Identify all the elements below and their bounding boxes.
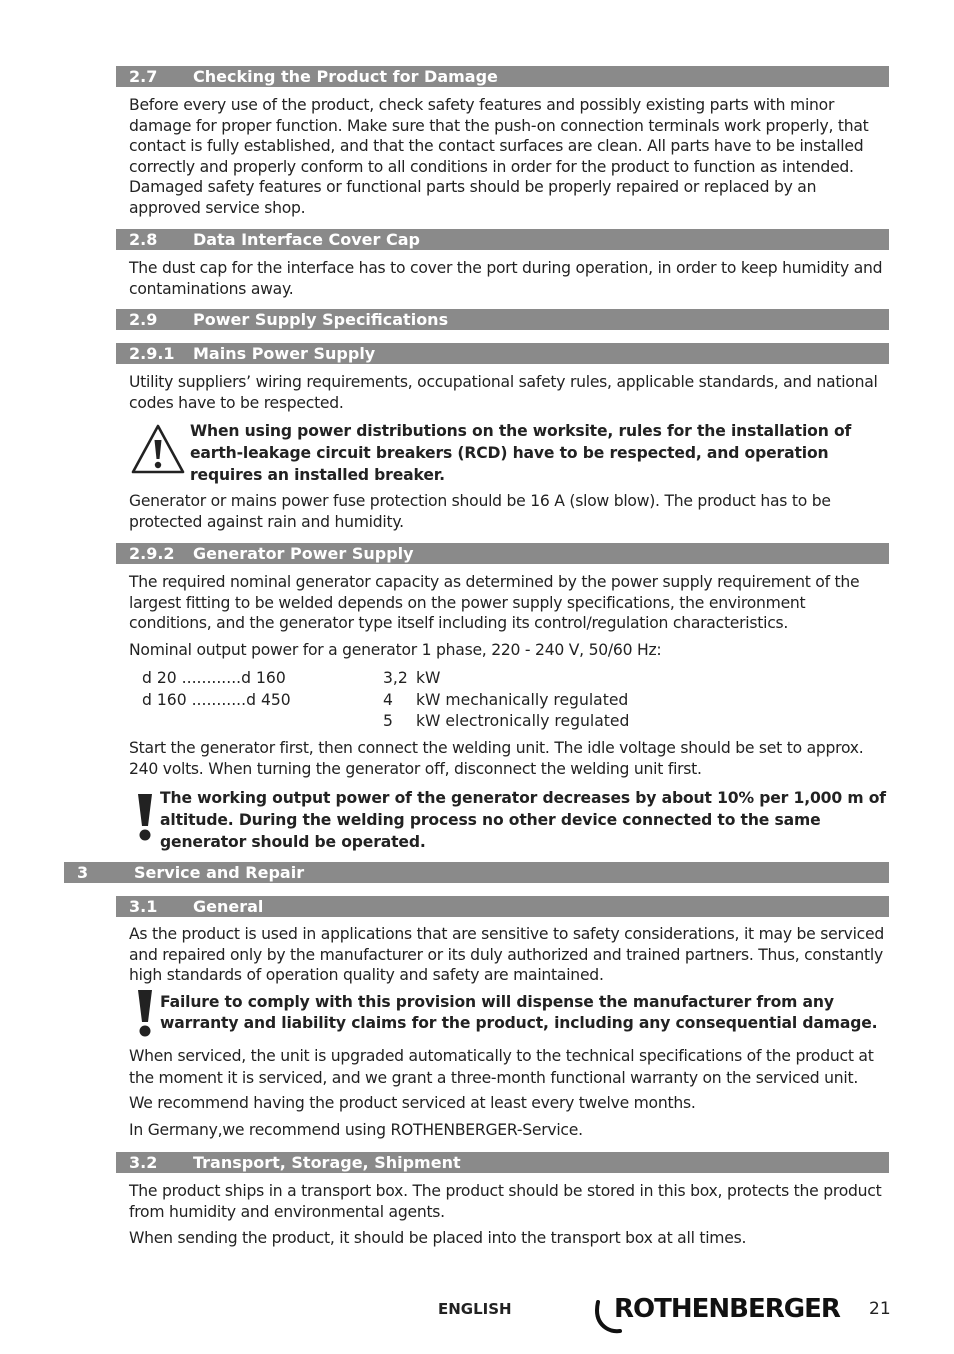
section-number: 2.9 xyxy=(129,310,158,329)
section-header-2-8 xyxy=(116,229,889,250)
section-header-2-9-1 xyxy=(116,343,889,364)
table-row-unit: kW electronically regulated xyxy=(416,712,630,730)
section-header-3-2 xyxy=(116,1152,889,1173)
paragraph: Nominal output power for a generator 1 phase, 220 - 240 V, 50/60 Hz: xyxy=(129,641,662,659)
warning-text: When using power distributions on the worksite, rules for the installation of earth-leakage circuit breakers (RCD) have to be respected, and operation requires an installed breaker. xyxy=(190,422,852,484)
section-title: Checking the Product for Damage xyxy=(193,67,498,86)
note-text: The working output power of the generator decreases by about 10% per 1,000 m of altitude. During the welding process no other device connected to the same generator should be operated. xyxy=(160,789,886,851)
section-title: General xyxy=(193,897,264,916)
section-title: Generator Power Supply xyxy=(193,544,414,563)
section-number: 3 xyxy=(77,863,89,882)
paragraph: When serviced, the unit is upgraded automatically to the technical specifications of the product at the moment it is serviced, and we grant a three-month functional warranty on the serviced unit. xyxy=(129,1047,874,1087)
exclamation-icon xyxy=(135,792,155,842)
table-row-unit: kW xyxy=(416,669,441,687)
section-number: 2.9.2 xyxy=(129,544,175,563)
chapter-header-3 xyxy=(64,862,889,883)
section-title: Service and Repair xyxy=(134,863,305,882)
paragraph: The dust cap for the interface has to cover the port during operation, in order to keep humidity and contaminations away. xyxy=(129,259,883,298)
note-text: Failure to comply with this provision will dispense the manufacturer from any warranty and liability claims for the product, including any consequential damage. xyxy=(160,993,878,1032)
table-row-value: 3,2 xyxy=(383,669,408,687)
table-row-unit: kW mechanically regulated xyxy=(416,691,629,709)
paragraph: In Germany,we recommend using ROTHENBERGER-Service. xyxy=(129,1121,583,1139)
paragraph: The product ships in a transport box. The product should be stored in this box, protects the product from humidity and environmental agents. xyxy=(129,1182,882,1221)
paragraph: Start the generator first, then connect the welding unit. The idle voltage should be set to approx. 240 volts. When turning the generator off, disconnect the welding unit first. xyxy=(129,739,864,778)
warning-triangle-icon xyxy=(130,423,186,475)
paragraph: As the product is used in applications that are sensitive to safety considerations, it may be serviced and repaired only by the manufacturer or its duly authorized and trained partners. Thus, constantly high standards of operation quality and safety are maintained. xyxy=(129,925,884,985)
footer-language: ENGLISH xyxy=(438,1300,512,1318)
section-number: 3.2 xyxy=(129,1153,158,1172)
table-row-range: d 20 ............d 160 xyxy=(142,669,286,687)
brand-logo: ROTHENBERGER xyxy=(614,1294,840,1324)
section-title: Power Supply Specifications xyxy=(193,310,449,329)
section-header-2-9 xyxy=(116,309,889,330)
section-header-2-7 xyxy=(116,66,889,87)
section-header-3-1 xyxy=(116,896,889,917)
paragraph: The required nominal generator capacity as determined by the power supply requirement of the largest fitting to be welded depends on the power supply specifications, the environment conditions, and the generator type itself including its control/regulation characteristics. xyxy=(129,573,860,633)
section-title: Mains Power Supply xyxy=(193,344,376,363)
paragraph: When sending the product, it should be placed into the transport box at all times. xyxy=(129,1229,747,1247)
paragraph: Before every use of the product, check safety features and possibly existing parts with minor damage for proper function. Make sure that the push-on connection terminals work properly, that contact is fully established, and that the contact surfaces are clean. All parts have to be installed correctly and properly conform to all conditions in order for the product to function as intended. Damaged safety features or functional parts should be properly repaired or replaced by an approved service shop. xyxy=(129,96,869,217)
paragraph: Generator or mains power fuse protection should be 16 A (slow blow). The product has to be protected against rain and humidity. xyxy=(129,492,831,531)
section-title: Data Interface Cover Cap xyxy=(193,230,420,249)
section-number: 2.8 xyxy=(129,230,158,249)
table-row-value: 5 xyxy=(383,712,393,730)
paragraph: Utility suppliers’ wiring requirements, occupational safety rules, applicable standards, and national codes have to be respected. xyxy=(129,373,878,412)
section-number: 3.1 xyxy=(129,897,158,916)
paragraph: We recommend having the product serviced at least every twelve months. xyxy=(129,1094,696,1112)
table-row-range: d 160 ...........d 450 xyxy=(142,691,291,709)
section-header-2-9-2 xyxy=(116,543,889,564)
exclamation-icon xyxy=(135,988,155,1038)
section-number: 2.9.1 xyxy=(129,344,175,363)
page-number: 21 xyxy=(869,1299,891,1319)
section-number: 2.7 xyxy=(129,67,158,86)
section-title: Transport, Storage, Shipment xyxy=(193,1153,461,1172)
table-row-value: 4 xyxy=(383,691,393,709)
